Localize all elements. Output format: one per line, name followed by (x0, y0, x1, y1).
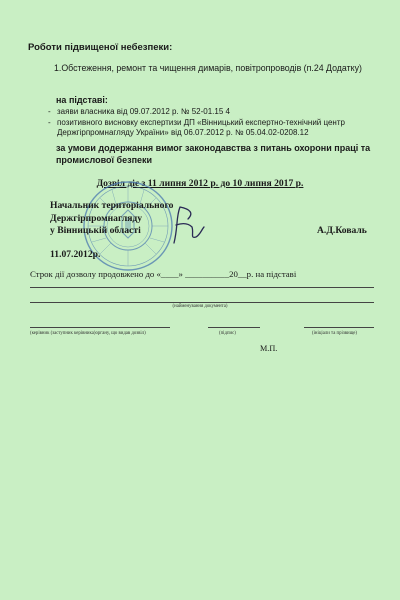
condition-text: за умови додержання вимог законодавства з питань охорони праці та промислової безпеки (56, 143, 371, 165)
signatory-title-line: Держгірпромнагляду (50, 212, 143, 224)
basis-list (48, 107, 378, 139)
signatory-title-line: Начальник територіального (50, 200, 174, 211)
caption-signature: (підпис) (219, 331, 236, 336)
blank-line (30, 302, 374, 303)
basis-item-text: позитивного висновку експертизи ДП «Вінницький експертно-технічний центр Держгірпромнагляду України» від 06.07.2012 р. № 05.04.02-0208.12 (57, 117, 345, 137)
blank-line (304, 327, 374, 328)
document-title: Роботи підвищеної небезпеки: (28, 42, 173, 53)
caption-position: (керівник (заступник керівника)органу, що видав дозвіл) (30, 331, 146, 336)
blank-line (208, 327, 260, 328)
caption-document: (найменування документа) (172, 304, 228, 309)
signatory-title (50, 200, 173, 238)
signatory-title-line: у Вінницькій області (50, 225, 141, 236)
signature-date: 11.07.2012р. (50, 249, 101, 260)
seal-place: М.П. (260, 344, 278, 353)
basis-label: на підставі: (56, 95, 108, 105)
validity-period: Дозвіл діє з 11 липня 2012 р. до 10 липня 2017 р. (96, 178, 304, 189)
work-item-1: 1.Обстеження, ремонт та чищення димарів, повітропроводів (п.24 Додатку) (54, 63, 362, 73)
caption-initials: (ініціали та прізвище) (312, 331, 357, 336)
blank-line (30, 327, 170, 328)
blank-line (30, 287, 374, 288)
basis-item: - позитивного висновку експертизи ДП «Вінницький експертно-технічний центр Держгірпромнагляду України» від 06.07.2012 р. № 05.04.02-0208.12 (48, 118, 378, 139)
basis-item-text: заяви власника від 09.07.2012 р. № 52-01.15 4 (57, 107, 230, 116)
signatory-name: А.Д.Коваль (317, 225, 367, 236)
signature (166, 203, 206, 249)
extension-text: Строк дії дозволу продовжено до «____» __________20__р. на підставі (30, 269, 297, 279)
basis-item: - заяви власника від 09.07.2012 р. № 52-01.15 4 (48, 107, 230, 116)
